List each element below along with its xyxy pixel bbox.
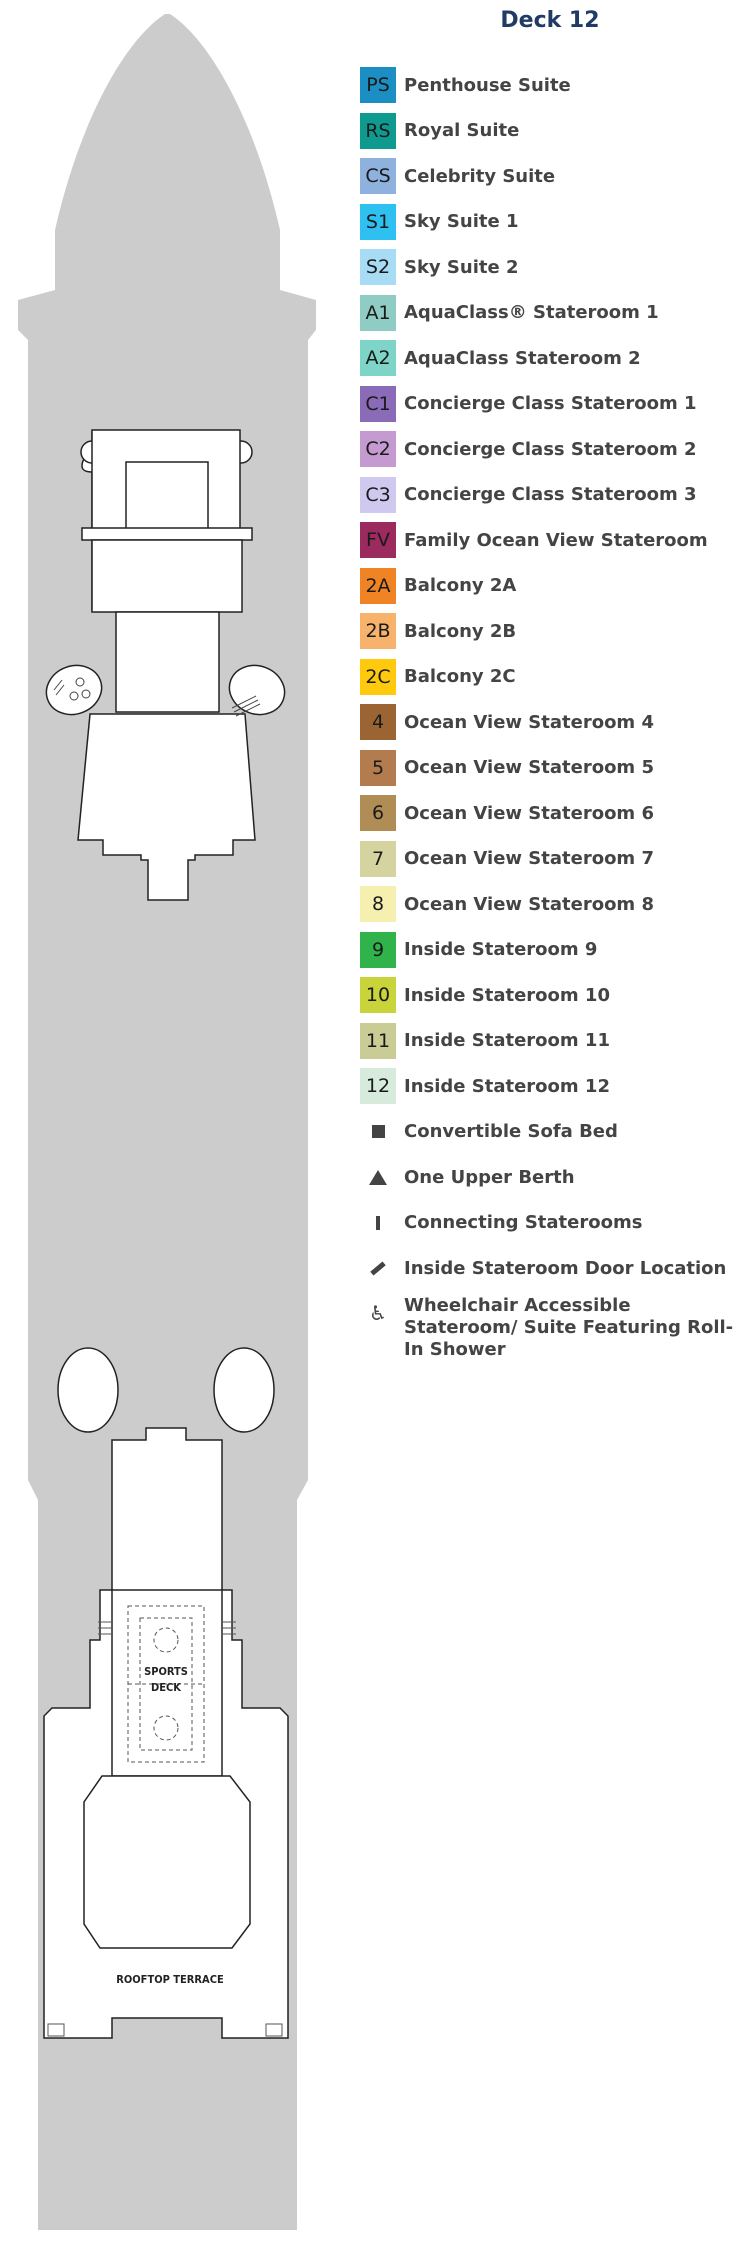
legend-item — [360, 385, 697, 423]
legend-item — [360, 339, 641, 377]
legend-swatch: 9 — [360, 932, 396, 968]
legend-label: Balcony 2C — [404, 666, 516, 687]
legend-label: Ocean View Stateroom 6 — [404, 802, 654, 824]
legend-item — [360, 840, 654, 878]
legend-label: Royal Suite — [404, 120, 520, 141]
legend-item — [360, 749, 654, 787]
legend-swatch: 2C — [360, 659, 396, 695]
deck-title: Deck 12 — [500, 8, 600, 33]
slash-icon — [360, 1250, 396, 1286]
legend-label: Inside Stateroom 12 — [404, 1075, 610, 1097]
legend-swatch: 6 — [360, 795, 396, 831]
legend-label: AquaClass® Stateroom 1 — [404, 302, 659, 323]
symbol-legend-label: Inside Stateroom Door Location — [404, 1257, 727, 1279]
sports-deck-label-line1: SPORTS — [144, 1665, 188, 1678]
legend-item — [360, 931, 597, 969]
legend-swatch: 10 — [360, 977, 396, 1013]
symbol-legend-item — [360, 1158, 575, 1196]
symbol-legend-label: Wheelchair Accessible Stateroom/ Suite Featuring Roll-In Shower — [404, 1294, 734, 1360]
legend-label: Ocean View Stateroom 7 — [404, 848, 654, 869]
legend-item — [360, 66, 571, 104]
legend-item — [360, 112, 519, 150]
legend-label: Ocean View Stateroom 4 — [404, 711, 654, 733]
symbol-legend-item — [360, 1294, 734, 1360]
legend-label: Balcony 2B — [404, 620, 517, 642]
legend-item — [360, 794, 654, 832]
legend-label: Penthouse Suite — [404, 74, 571, 96]
rooftop-terrace-label: ROOFTOP TERRACE — [116, 1973, 224, 1986]
legend-swatch: 11 — [360, 1023, 396, 1059]
legend-label: Concierge Class Stateroom 1 — [404, 393, 697, 414]
legend-label: Sky Suite 1 — [404, 211, 519, 232]
wheelchair-icon: ♿ — [369, 1300, 387, 1325]
bar-icon — [360, 1205, 396, 1241]
legend-swatch: 8 — [360, 886, 396, 922]
deck-map — [0, 0, 360, 2244]
legend-swatch: RS — [360, 113, 396, 149]
legend-swatch: CS — [360, 158, 396, 194]
legend-label: Sky Suite 2 — [404, 256, 519, 278]
symbol-legend-item — [360, 1113, 618, 1151]
legend-item — [360, 612, 516, 650]
legend-label: Family Ocean View Stateroom — [404, 529, 708, 551]
legend-swatch: S2 — [360, 249, 396, 285]
legend-swatch: 12 — [360, 1068, 396, 1104]
symbol-legend-label: Convertible Sofa Bed — [404, 1121, 618, 1142]
legend-item — [360, 976, 610, 1014]
legend-swatch: C2 — [360, 431, 396, 467]
legend-label: Ocean View Stateroom 8 — [404, 893, 654, 915]
legend-label: AquaClass Stateroom 2 — [404, 347, 641, 369]
oval-starboard — [214, 1348, 274, 1432]
legend-item — [360, 1067, 610, 1105]
legend-item — [360, 248, 519, 286]
legend-item — [360, 521, 708, 559]
legend-swatch: PS — [360, 67, 396, 103]
legend-swatch: 4 — [360, 704, 396, 740]
legend-label: Concierge Class Stateroom 2 — [404, 438, 697, 460]
legend-item — [360, 1022, 610, 1060]
legend-item — [360, 703, 654, 741]
legend-label: Celebrity Suite — [404, 165, 556, 187]
legend-swatch: A2 — [360, 340, 396, 376]
legend-swatch: C3 — [360, 477, 396, 513]
legend-item — [360, 885, 654, 923]
square-icon — [360, 1114, 396, 1150]
symbol-legend-item — [360, 1204, 642, 1242]
legend-swatch: S1 — [360, 204, 396, 240]
legend-item — [360, 203, 519, 241]
legend-label: Balcony 2A — [404, 575, 517, 596]
legend-item — [360, 658, 516, 696]
legend-label: Inside Stateroom 10 — [404, 984, 610, 1006]
legend-item — [360, 430, 697, 468]
legend-label: Ocean View Stateroom 5 — [404, 757, 654, 778]
legend-swatch: 5 — [360, 750, 396, 786]
legend-swatch: 2B — [360, 613, 396, 649]
legend-label: Inside Stateroom 9 — [404, 939, 598, 960]
symbol-legend-label: One Upper Berth — [404, 1166, 575, 1188]
legend-swatch: A1 — [360, 295, 396, 331]
legend-label: Inside Stateroom 11 — [404, 1030, 610, 1051]
legend-swatch: 2A — [360, 568, 396, 604]
legend-swatch: FV — [360, 522, 396, 558]
sports-deck-label-line2: DECK — [151, 1681, 181, 1694]
legend-swatch: 7 — [360, 841, 396, 877]
legend-label: Concierge Class Stateroom 3 — [404, 484, 697, 505]
legend-item — [360, 157, 555, 195]
oval-port — [58, 1348, 118, 1432]
legend-swatch: C1 — [360, 386, 396, 422]
symbol-legend-item — [360, 1249, 726, 1287]
symbol-legend-label: Connecting Staterooms — [404, 1212, 643, 1233]
triangle-icon — [360, 1159, 396, 1195]
legend-item — [360, 294, 659, 332]
legend-item — [360, 567, 516, 605]
legend-item — [360, 476, 697, 514]
